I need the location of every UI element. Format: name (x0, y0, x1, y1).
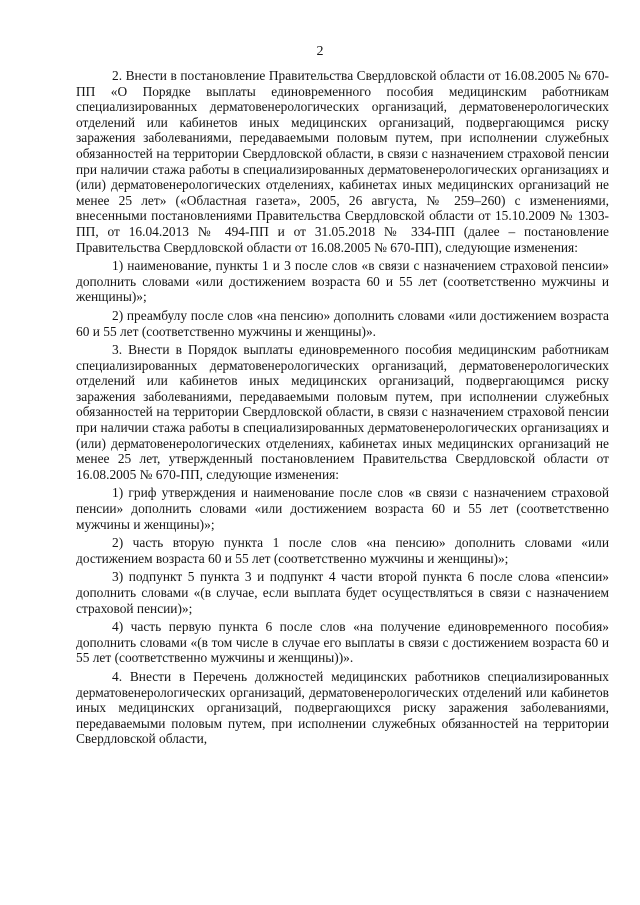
paragraph-item-4: 4. Внести в Перечень должностей медицинских работников специализированных дерматовенерологических организаций, дерматовенерологических отделений или кабинетов иных медицинских организаций, подвергающихся риску заражения заболеваниями, передаваемыми половым путем, при исполнении служебных обязанностей на территории Свердловской области, (76, 668, 609, 747)
subitem-3-3: 3) подпункт 5 пункта 3 и подпункт 4 части второй пункта 6 после слова «пенсии» дополнить словами «(в случае, если выплата будет осуществляться в связи с назначением страховой пенсии)»; (76, 569, 609, 616)
subitem-2-2: 2) преамбулу после слов «на пенсию» дополнить словами «или достижением возраста 60 и 55 лет (соответственно мужчины и женщины)». (76, 307, 609, 339)
paragraph-item-2: 2. Внести в постановление Правительства Свердловской области от 16.08.2005 № 670-ПП «О Порядке выплаты единовременного пособия медицинским работникам специализированных дерматовенерологических организаций, дерматовенерологических отделений или кабинетов иных медицинских организаций, подвергающимся риску заражения заболеваниями, передаваемыми половым путем, при исполнении служебных обязанностей на территории Свердловской области, в связи с назначением страховой пенсии при наличии стажа работы в специализированных дерматовенерологических организациях и (или) дерматовенерологических отделениях, кабинетах иных медицинских организаций не менее 25 лет» («Областная газета», 2005, 26 августа, № 259–260) с изменениями, внесенными постановлениями Правительства Свердловской области от 15.10.2009 № 1303-ПП, от 16.04.2013 № 494-ПП и от 31.05.2018 № 334-ПП (далее – постановление Правительства Свердловской области от 16.08.2005 № 670-ПП), следующие изменения: (76, 68, 609, 255)
page-number: 2 (316, 44, 324, 59)
subitem-3-1: 1) гриф утверждения и наименование после слов «в связи с назначением страховой пенсии» дополнить словами «или достижением возраста 60 и 55 лет (соответственно мужчины и женщины)»; (76, 485, 609, 532)
subitem-2-1: 1) наименование, пункты 1 и 3 после слов «в связи с назначением страховой пенсии» дополнить словами «или достижением возраста 60 и 55 лет (соответственно мужчины и женщины)»; (76, 258, 609, 305)
subitem-3-4: 4) часть первую пункта 6 после слов «на получение единовременного пособия» дополнить словами «(в том числе в случае его выплаты в связи с достижением возраста 60 и 55 лет (соответственно мужчины и женщины))». (76, 619, 609, 666)
document-body (76, 68, 609, 750)
subitem-3-2: 2) часть вторую пункта 1 после слов «на пенсию» дополнить словами «или достижением возраста 60 и 55 лет (соответственно мужчины и женщины)»; (76, 535, 609, 566)
paragraph-item-3: 3. Внести в Порядок выплаты единовременного пособия медицинским работникам специализированных дерматовенерологических организаций, дерматовенерологических отделений или кабинетов иных медицинских организаций, подвергающимся риску заражения заболеваниями, передаваемыми половым путем, при исполнении служебных обязанностей на территории Свердловской области, в связи с назначением страховой пенсии при наличии стажа работы в специализированных дерматовенерологических организациях и (или) дерматовенерологических отделениях, кабинетах иных медицинских организаций не менее 25 лет, утвержденный постановлением Правительства Свердловской области от 16.08.2005 № 670-ПП, следующие изменения: (76, 342, 609, 482)
